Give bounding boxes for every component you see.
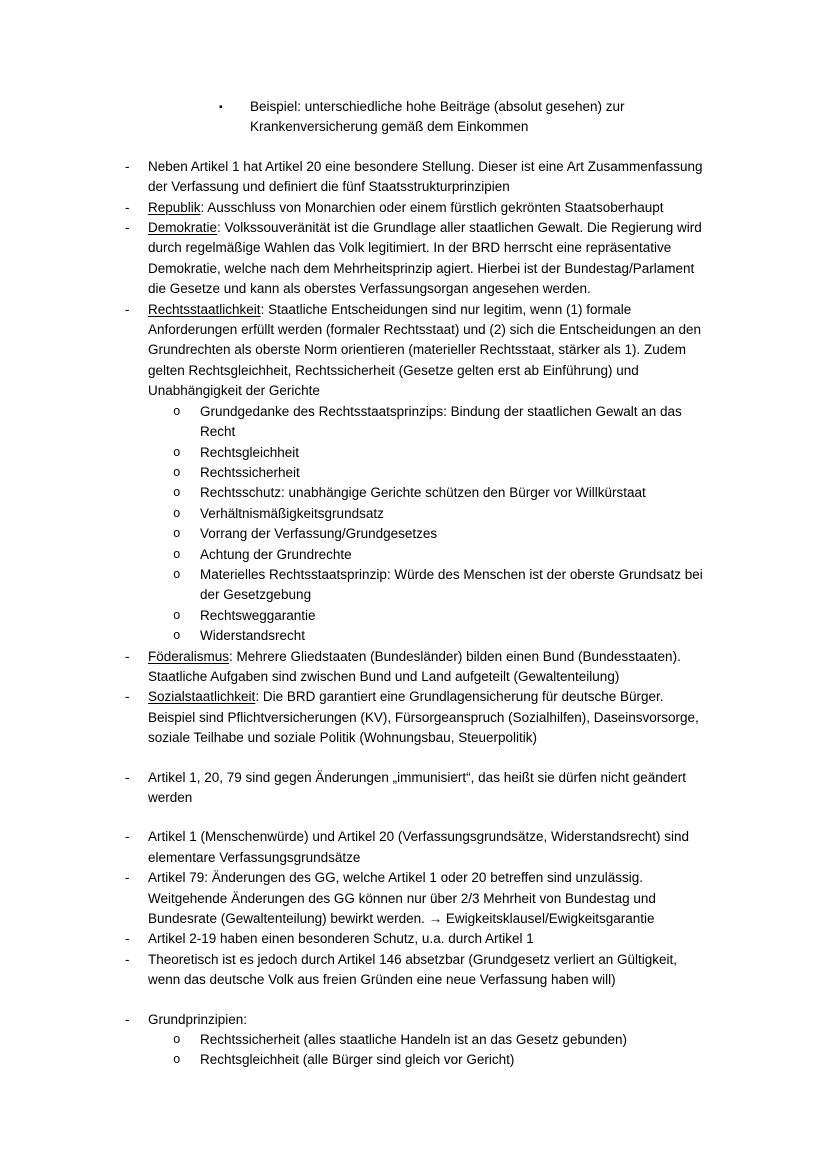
text-segment: : Volkssouveränität ist die Grundlage aller staatlichen Gewalt. Die Regierung wird durch regelmäßige Wahlen das Volk legitimiert. In der BRD herrscht eine repräsentative Demokratie, welche nach dem Mehrheitsprinzip agiert. Hierbei ist der Bundestag/Parlament die Gesetze und kann als oberstes Verfassungsorgan angesehen werden.: [148, 220, 702, 297]
list-item: [0, 565, 828, 606]
text-segment: Rechtsgleichheit: [200, 444, 300, 460]
text-segment: Vorrang der Verfassung/Grundgesetzes: [200, 526, 438, 542]
list-item: [0, 198, 828, 218]
list-item-text: [200, 628, 305, 643]
dash-bullet-marker: -: [125, 931, 130, 947]
underlined-term: Demokratie: [148, 220, 218, 236]
list-item-text: [148, 870, 656, 926]
circle-bullet-marker: o: [173, 567, 181, 582]
dash-bullet-marker: -: [125, 689, 130, 705]
text-segment: Rechtsschutz: unabhängige Gerichte schützen den Bürger vor Willkürstaat: [200, 485, 646, 501]
text-segment: Artikel 2-19 haben einen besonderen Schutz, u.a. durch Artikel 1: [148, 931, 534, 947]
dash-bullet-marker: -: [125, 829, 130, 845]
list-item: [0, 97, 828, 138]
dash-bullet-marker: -: [125, 199, 130, 215]
text-segment: : Ausschluss von Monarchien oder einem fürstlich gekrönten Staatsoberhaupt: [200, 199, 664, 215]
list-item: [0, 868, 828, 929]
text-segment: Artikel 79: Änderungen des GG, welche Artikel 1 oder 20 betreffen sind unzulässig. Weitgehende Änderungen des GG können nur über 2/3 Mehrheit von Bundestag und Bundesrate (Gewaltenteilung) bewirkt werden. → Ewigkeitsklausel/Ewigkeitsgarantie: [148, 870, 656, 927]
list-item-text: [148, 220, 702, 296]
dash-bullet-marker: -: [125, 158, 130, 174]
text-segment: Grundgedanke des Rechtsstaatsprinzips: Bindung der staatlichen Gewalt an das Recht: [200, 403, 682, 440]
circle-bullet-marker: o: [173, 506, 181, 521]
list-item: [0, 524, 828, 544]
text-segment: Rechtsweggarantie: [200, 607, 316, 623]
text-segment: Artikel 1 (Menschenwürde) und Artikel 20 (Verfassungsgrundsätze, Widerstandsrecht) sind elementare Verfassungsgrundsätze: [148, 829, 690, 865]
list-item: [0, 929, 828, 949]
list-item: [0, 402, 828, 443]
list-item-text: [200, 526, 437, 541]
list-item-text: [148, 1012, 247, 1027]
underlined-term: Föderalismus: [148, 648, 230, 664]
list-item: [0, 463, 828, 483]
list-item-text: [200, 485, 646, 500]
list-item-text: [148, 770, 686, 805]
list-item: [0, 483, 828, 503]
circle-bullet-marker: o: [173, 1053, 181, 1068]
circle-bullet-marker: o: [173, 445, 181, 460]
text-segment: Materielles Rechtsstaatsprinzip: Würde des Menschen ist der oberste Grundsatz bei der Gesetzgebung: [200, 566, 703, 603]
list-item: [0, 218, 828, 300]
list-item: [0, 827, 828, 868]
dash-bullet-marker: -: [125, 1011, 130, 1027]
list-item-text: [200, 1052, 514, 1067]
text-segment: Verhältnismäßigkeitsgrundsatz: [200, 505, 384, 521]
list-item-text: [148, 159, 703, 194]
circle-bullet-marker: o: [173, 629, 181, 644]
list-item-text: [200, 445, 299, 460]
list-item-text: [200, 404, 682, 439]
list-item: [0, 1010, 828, 1030]
dash-bullet-marker: -: [125, 220, 130, 236]
circle-bullet-marker: o: [173, 527, 181, 542]
list-item-text: [200, 1032, 627, 1047]
dash-bullet-marker: -: [125, 870, 130, 886]
list-item-text: [148, 200, 664, 215]
underlined-term: Rechtsstaatlichkeit: [148, 301, 261, 317]
list-item-text: [148, 302, 701, 399]
list-item: [0, 443, 828, 463]
text-segment: Rechtssicherheit (alles staatliche Handeln ist an das Gesetz gebunden): [200, 1032, 627, 1048]
square-bullet-marker: ▪: [219, 101, 223, 113]
text-segment: Rechtssicherheit: [200, 464, 300, 480]
list-item-text: [148, 952, 677, 987]
text-segment: Beispiel: unterschiedliche hohe Beiträge (absolut gesehen) zur Krankenversicherung gemäß dem Einkommen: [250, 99, 625, 135]
list-item: [0, 1030, 828, 1050]
text-segment: Rechtsgleichheit (alle Bürger sind gleich vor Gericht): [200, 1052, 515, 1068]
list-item: [0, 504, 828, 524]
list-item: [0, 950, 828, 991]
list-item: [0, 626, 828, 646]
text-segment: : Die BRD garantiert eine Grundlagensicherung für deutsche Bürger. Beispiel sind Pflichtversicherungen (KV), Fürsorgeanspruch (Sozialhilfen), Daseinsvorsorge, soziale Teilhabe und soziale Politik (Wohnungsbau, Steuerpolitik): [148, 689, 699, 746]
list-item: [0, 1050, 828, 1070]
list-item-text: [200, 547, 352, 562]
list-item-text: [148, 931, 534, 946]
dash-bullet-marker: -: [125, 301, 130, 317]
list-item: [0, 606, 828, 626]
list-item: [0, 300, 828, 402]
list-item-text: [148, 829, 689, 864]
text-segment: Neben Artikel 1 hat Artikel 20 eine besondere Stellung. Dieser ist eine Art Zusammenfassung der Verfassung und definiert die fünf Staatsstrukturprinzipien: [148, 158, 703, 195]
text-segment: Theoretisch ist es jedoch durch Artikel 146 absetzbar (Grundgesetz verliert an Gültigkeit, wenn das deutsche Volk aus freien Gründen eine neue Verfassung haben will): [148, 951, 678, 988]
circle-bullet-marker: o: [173, 547, 181, 562]
list-item: [0, 687, 828, 748]
list-item-text: [148, 689, 699, 745]
list-item: [0, 768, 828, 809]
list-item-text: [200, 465, 300, 480]
text-segment: Widerstandsrecht: [200, 628, 306, 644]
circle-bullet-marker: o: [173, 465, 181, 480]
text-segment: Grundprinzipien:: [148, 1011, 248, 1027]
underlined-term: Sozialstaatlichkeit: [148, 689, 256, 705]
dash-bullet-marker: -: [125, 951, 130, 967]
list-item: [0, 157, 828, 198]
circle-bullet-marker: o: [173, 608, 181, 623]
list-item-text: [148, 649, 681, 684]
text-segment: : Mehrere Gliedstaaten (Bundesländer) bilden einen Bund (Bundesstaaten). Staatliche Aufgaben sind zwischen Bund und Land aufgeteilt (Gewaltenteilung): [148, 648, 681, 684]
circle-bullet-marker: o: [173, 1033, 181, 1048]
dash-bullet-marker: -: [125, 648, 130, 664]
list-item: [0, 545, 828, 565]
circle-bullet-marker: o: [173, 404, 181, 419]
text-segment: Artikel 1, 20, 79 sind gegen Änderungen „immunisiert“, das heißt sie dürfen nicht geändert werden: [148, 769, 687, 805]
underlined-term: Republik: [148, 199, 201, 215]
list-item-text: [200, 506, 384, 521]
list-item-text: [200, 567, 703, 602]
list-item-text: [200, 608, 316, 623]
text-segment: Achtung der Grundrechte: [200, 546, 352, 562]
dash-bullet-marker: -: [125, 769, 130, 785]
text-segment: : Staatliche Entscheidungen sind nur legitim, wenn (1) formale Anforderungen erfüllt werden (formaler Rechtsstaat) und (2) sich die Entscheidungen an den Grundrechten als oberste Norm orientieren (materieller Rechtsstaat, stärker als 1). Zudem gelten Rechtsgleichheit, Rechtssicherheit (Gesetze gelten erst ab Einführung) und Unabhängigkeit der Gerichte: [148, 301, 702, 399]
list-item: [0, 647, 828, 688]
list-item-text: [250, 99, 624, 134]
circle-bullet-marker: o: [173, 486, 181, 501]
